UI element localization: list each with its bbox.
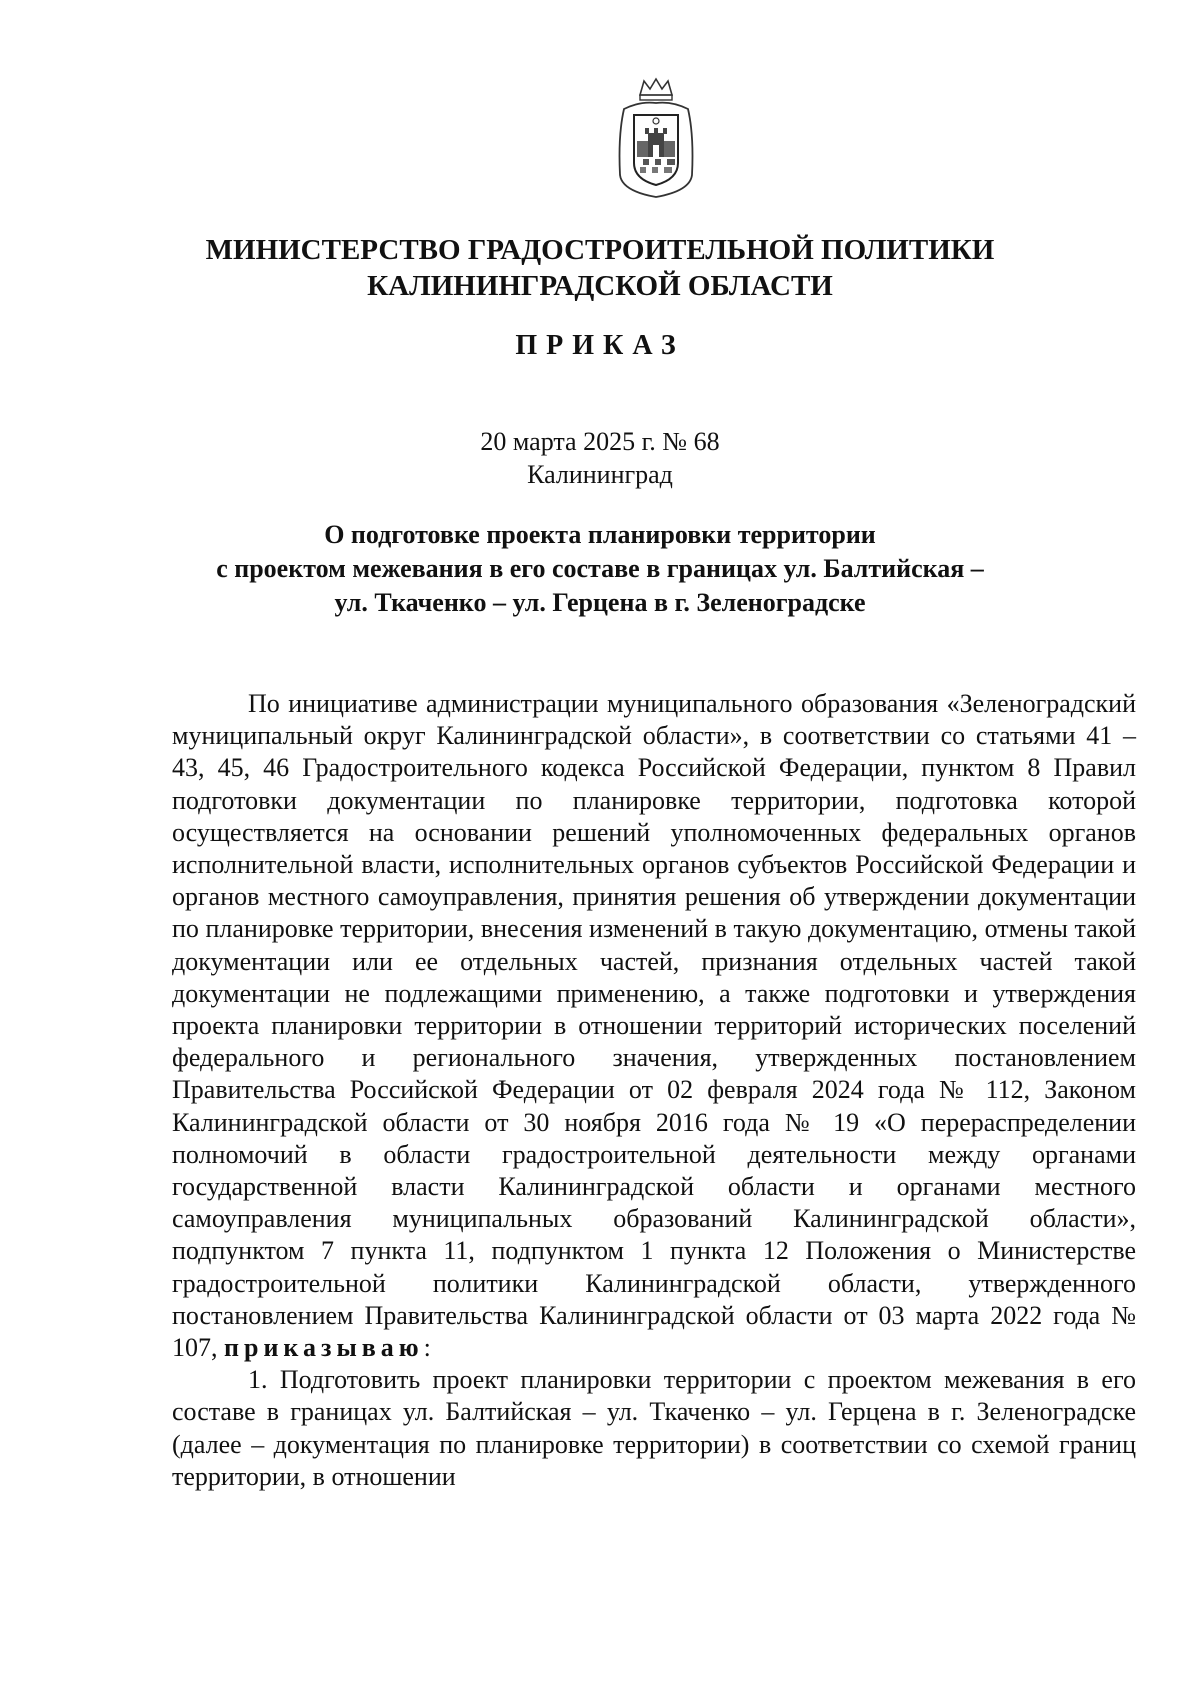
title-line1: О подготовке проекта планировки территории <box>324 520 876 549</box>
preamble-paragraph <box>172 688 1136 1364</box>
document-title <box>200 518 1000 620</box>
document-meta <box>200 425 1000 491</box>
order-item-1: 1. Подготовить проект планировки территории с проектом межевания в его составе в границах ул. Балтийская – ул. Ткаченко – ул. Герцена в г. Зеленоградске (далее – документация по планировке территории) в соответствии со схемой границ территории, в отношении <box>172 1365 1136 1491</box>
ministry-name-line1: МИНИСТЕРСТВО ГРАДОСТРОИТЕЛЬНОЙ ПОЛИТИКИ <box>205 234 995 266</box>
title-line2: с проектом межевания в его составе в границах ул. Балтийская – <box>216 554 984 583</box>
ministry-name-line2: КАЛИНИНГРАДСКОЙ ОБЛАСТИ <box>367 270 833 302</box>
date-and-number: 20 марта 2025 г. № 68 <box>480 427 720 456</box>
order-word: приказываю <box>224 1333 424 1363</box>
ministry-name <box>200 232 1000 304</box>
kaliningrad-region-coat-of-arms-icon <box>610 75 702 200</box>
document-body <box>172 688 1136 1493</box>
title-line3: ул. Ткаченко – ул. Герцена в г. Зеленоградске <box>334 588 866 617</box>
city: Калининград <box>527 460 673 489</box>
preamble-text: По инициативе администрации муниципального образования «Зеленоградский муниципальный округ Калининградской области», в соответствии со статьями 41 – 43, 45, 46 Градостроительного кодекса Российской Федерации, пунктом 8 Правил подготовки документации по планировке территории, подготовка которой осуществляется на основании решений уполномоченных федеральных органов исполнительной власти, исполнительных органов субъектов Российской Федерации и органов местного самоуправления, принятия решения об утверждении документации по планировке территории, внесения изменений в такую документацию, отмены такой документации или ее отдельных частей, признания отдельных частей такой документации не подлежащими применению, а также подготовки и утверждения проекта планировки территории в отношении территорий исторических поселений федерального и регионального значения, утвержденных постановлением Правительства Российской Федерации от 02 февраля 2024 года № 112, Законом Калининградской области от 30 ноября 2016 года № 19 «О перераспределении полномочий в области градостроительной деятельности между органами государственной власти Калининградской области и органами местного самоуправления муниципальных образований Калининградской области», подпунктом 7 пункта 11, подпунктом 1 пункта 12 Положения о Министерстве градостроительной политики Калининградской области, утвержденного постановлением Правительства Калининградской области от 03 марта 2022 года № 107, <box>172 689 1136 1363</box>
order-colon: : <box>423 1333 431 1363</box>
document-type: ПРИКАЗ <box>515 330 685 361</box>
